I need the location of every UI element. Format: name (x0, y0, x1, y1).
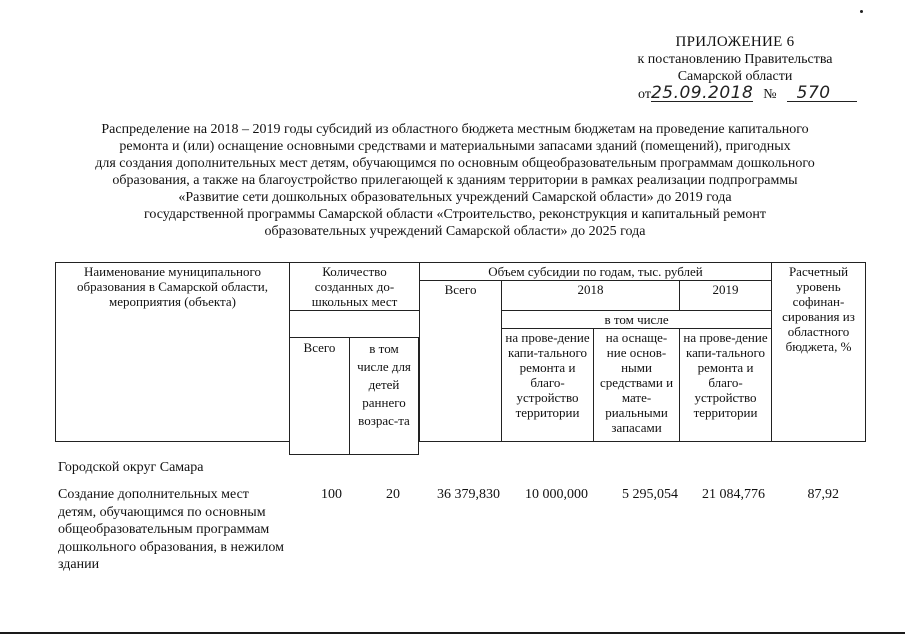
header-places-total-label: Всего (303, 340, 336, 355)
title-line: для создания дополнительных мест детям, обучающимся по основным общеобразовательным программам дошкольного (95, 156, 815, 171)
document-title (40, 121, 870, 240)
row-places-total: 100 (321, 487, 342, 502)
row-rate: 87,92 (807, 487, 839, 502)
row-volume-total: 36 379,830 (437, 487, 500, 502)
title-line: ремонта и (или) оснащение основными средствами и материальными запасами зданий (помещений), пригодных (119, 139, 791, 154)
group-row-label: Городской округ Самара (58, 460, 204, 475)
decree-reference (585, 83, 885, 103)
header-repair-2019: на прове-дение капи-тального ремонта и благо-устройство территории (680, 329, 772, 442)
header-equip-2018: на оснаще-ние основ-ными средствами и мате-риальными запасами (594, 329, 680, 442)
header-year-2018: 2018 (502, 281, 680, 311)
header-including: в том числе (502, 311, 772, 329)
row-repair-2019: 21 084,776 (702, 487, 765, 502)
header-places-early (349, 337, 419, 455)
header-municipality-name: Наименование муниципального образования в Самарской области, мероприятия (объекта) (56, 263, 290, 442)
title-line: образовательных учреждений Самарской области» до 2025 года (264, 224, 646, 239)
decree-number: 570 (787, 86, 857, 102)
header-volume-total: Всего (420, 281, 502, 442)
number-label: № (763, 87, 777, 102)
title-line: государственной программы Самарской области «Строительство, реконструкция и капитальный ремонт (144, 207, 766, 222)
scan-edge-line (0, 632, 905, 634)
title-line: «Развитие сети дошкольных образовательных учреждений Самарской области» до 2019 года (178, 190, 732, 205)
scan-speck (860, 10, 863, 13)
title-line: образования, а также на благоустройство прилегающей к зданиям территории в рамках реализации подпрограммы (112, 173, 798, 188)
header-places: Количество созданных до-школьных мест (290, 263, 420, 311)
row-places-early: 20 (386, 487, 400, 502)
row-equip-2018: 5 295,054 (622, 487, 678, 502)
header-year-2019: 2019 (680, 281, 772, 311)
appendix-line-2: Самарской области (677, 69, 793, 84)
header-repair-2018: на прове-дение капи-тального ремонта и благо-устройство территории (502, 329, 594, 442)
header-places-total-box (289, 337, 350, 455)
appendix-header (585, 34, 885, 103)
row-name: Создание дополнительных мест детям, обучающимся по основным общеобразовательным программам дошкольного образования, в нежилом здании (58, 487, 284, 572)
decree-date: 25.09.2018 (650, 83, 754, 103)
header-cofinancing-rate: Расчетный уровень софинан-сирования из областного бюджета, % (772, 263, 866, 442)
header-subsidy-volume: Объем субсидии по годам, тыс. рублей (420, 263, 772, 281)
subsidy-table-header (55, 262, 866, 442)
appendix-line-1: к постановлению Правительства (637, 52, 833, 67)
date-prefix: от (638, 87, 651, 102)
title-line: Распределение на 2018 – 2019 годы субсидий из областного бюджета местным бюджетам на проведение капитального (101, 122, 809, 137)
row-repair-2018: 10 000,000 (525, 487, 588, 502)
appendix-title: ПРИЛОЖЕНИЕ 6 (675, 34, 795, 50)
header-places-early-label: в том числе для детей раннего возрас-та (357, 341, 411, 428)
